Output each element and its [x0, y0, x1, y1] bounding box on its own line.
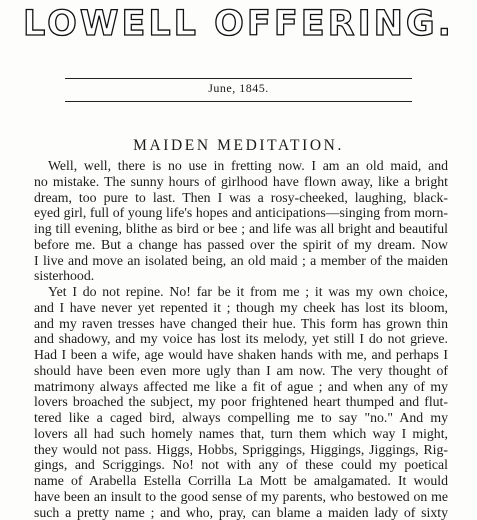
- article-title: MAIDEN MEDITATION.: [0, 137, 477, 155]
- text-line: ing till evening, blithe as bird or bee ; and life was all bright and beautiful: [34, 221, 448, 237]
- text-line: matrimony always affected me like a fit of ague ; and when any of my: [34, 379, 448, 395]
- text-line: sisterhood.: [34, 268, 448, 284]
- article-body: [34, 158, 448, 520]
- text-line: such a pretty name ; and who, pray, can blame a maiden lady of sixty: [34, 505, 448, 520]
- text-line: tered like a caged bird, always compelling me to say "no." And my: [34, 410, 448, 426]
- text-line: should have been even more ugly than I am now. The very thought of: [34, 363, 448, 379]
- text-line: lovers broached the subject, my poor frightened heart thumped and flut-: [34, 394, 448, 410]
- text-line: before me. But a change has passed over the spirit of my dream. Now: [34, 237, 448, 253]
- text-line: Yet I do not repine. No! far be it from me ; it was my own choice,: [34, 284, 448, 300]
- header-rule-bottom: [65, 101, 412, 102]
- text-line: and my raven tresses have changed their hue. This form has grown thin: [34, 316, 448, 332]
- text-line: and I have never yet repented it ; though my cheek has lost its bloom,: [34, 300, 448, 316]
- text-line: lovers all had such homely names that, turn them which way I might,: [34, 426, 448, 442]
- paragraph-1: [34, 158, 448, 284]
- text-line: Well, well, there is no use in fretting now. I am an old maid, and: [34, 158, 448, 174]
- header-rule-top: [65, 78, 412, 79]
- text-line: they would not pass. Higgs, Hobbs, Spriggings, Higgings, Jiggings, Rig-: [34, 442, 448, 458]
- text-line: and shadowy, and my voice has lost its melody, yet still I do not grieve.: [34, 331, 448, 347]
- text-line: Had I been a wife, age would have shaken hands with me, and perhaps I: [34, 347, 448, 363]
- masthead-title: LOWELL OFFERING.: [0, 2, 477, 46]
- text-line: eyed girl, full of young life's hopes and anticipations—singing from morn-: [34, 205, 448, 221]
- text-line: name of Arabella Estella Corrilla La Mott be amalgamated. It would: [34, 473, 448, 489]
- text-line: have been an insult to the good sense of my parents, who bestowed on me: [34, 489, 448, 505]
- text-line: no mistake. The sunny hours of girlhood have flown away, like a bright: [34, 174, 448, 190]
- paragraph-2: [34, 284, 448, 520]
- text-line: gings, and Scriggings. No! not with any of these could my poetical: [34, 457, 448, 473]
- text-line: dream, too pure to last. Then I was a rosy-cheeked, laughing, black-: [34, 190, 448, 206]
- text-line: I live and move an isolated being, an old maid ; a member of the maiden: [34, 253, 448, 269]
- issue-date: June, 1845.: [0, 81, 477, 96]
